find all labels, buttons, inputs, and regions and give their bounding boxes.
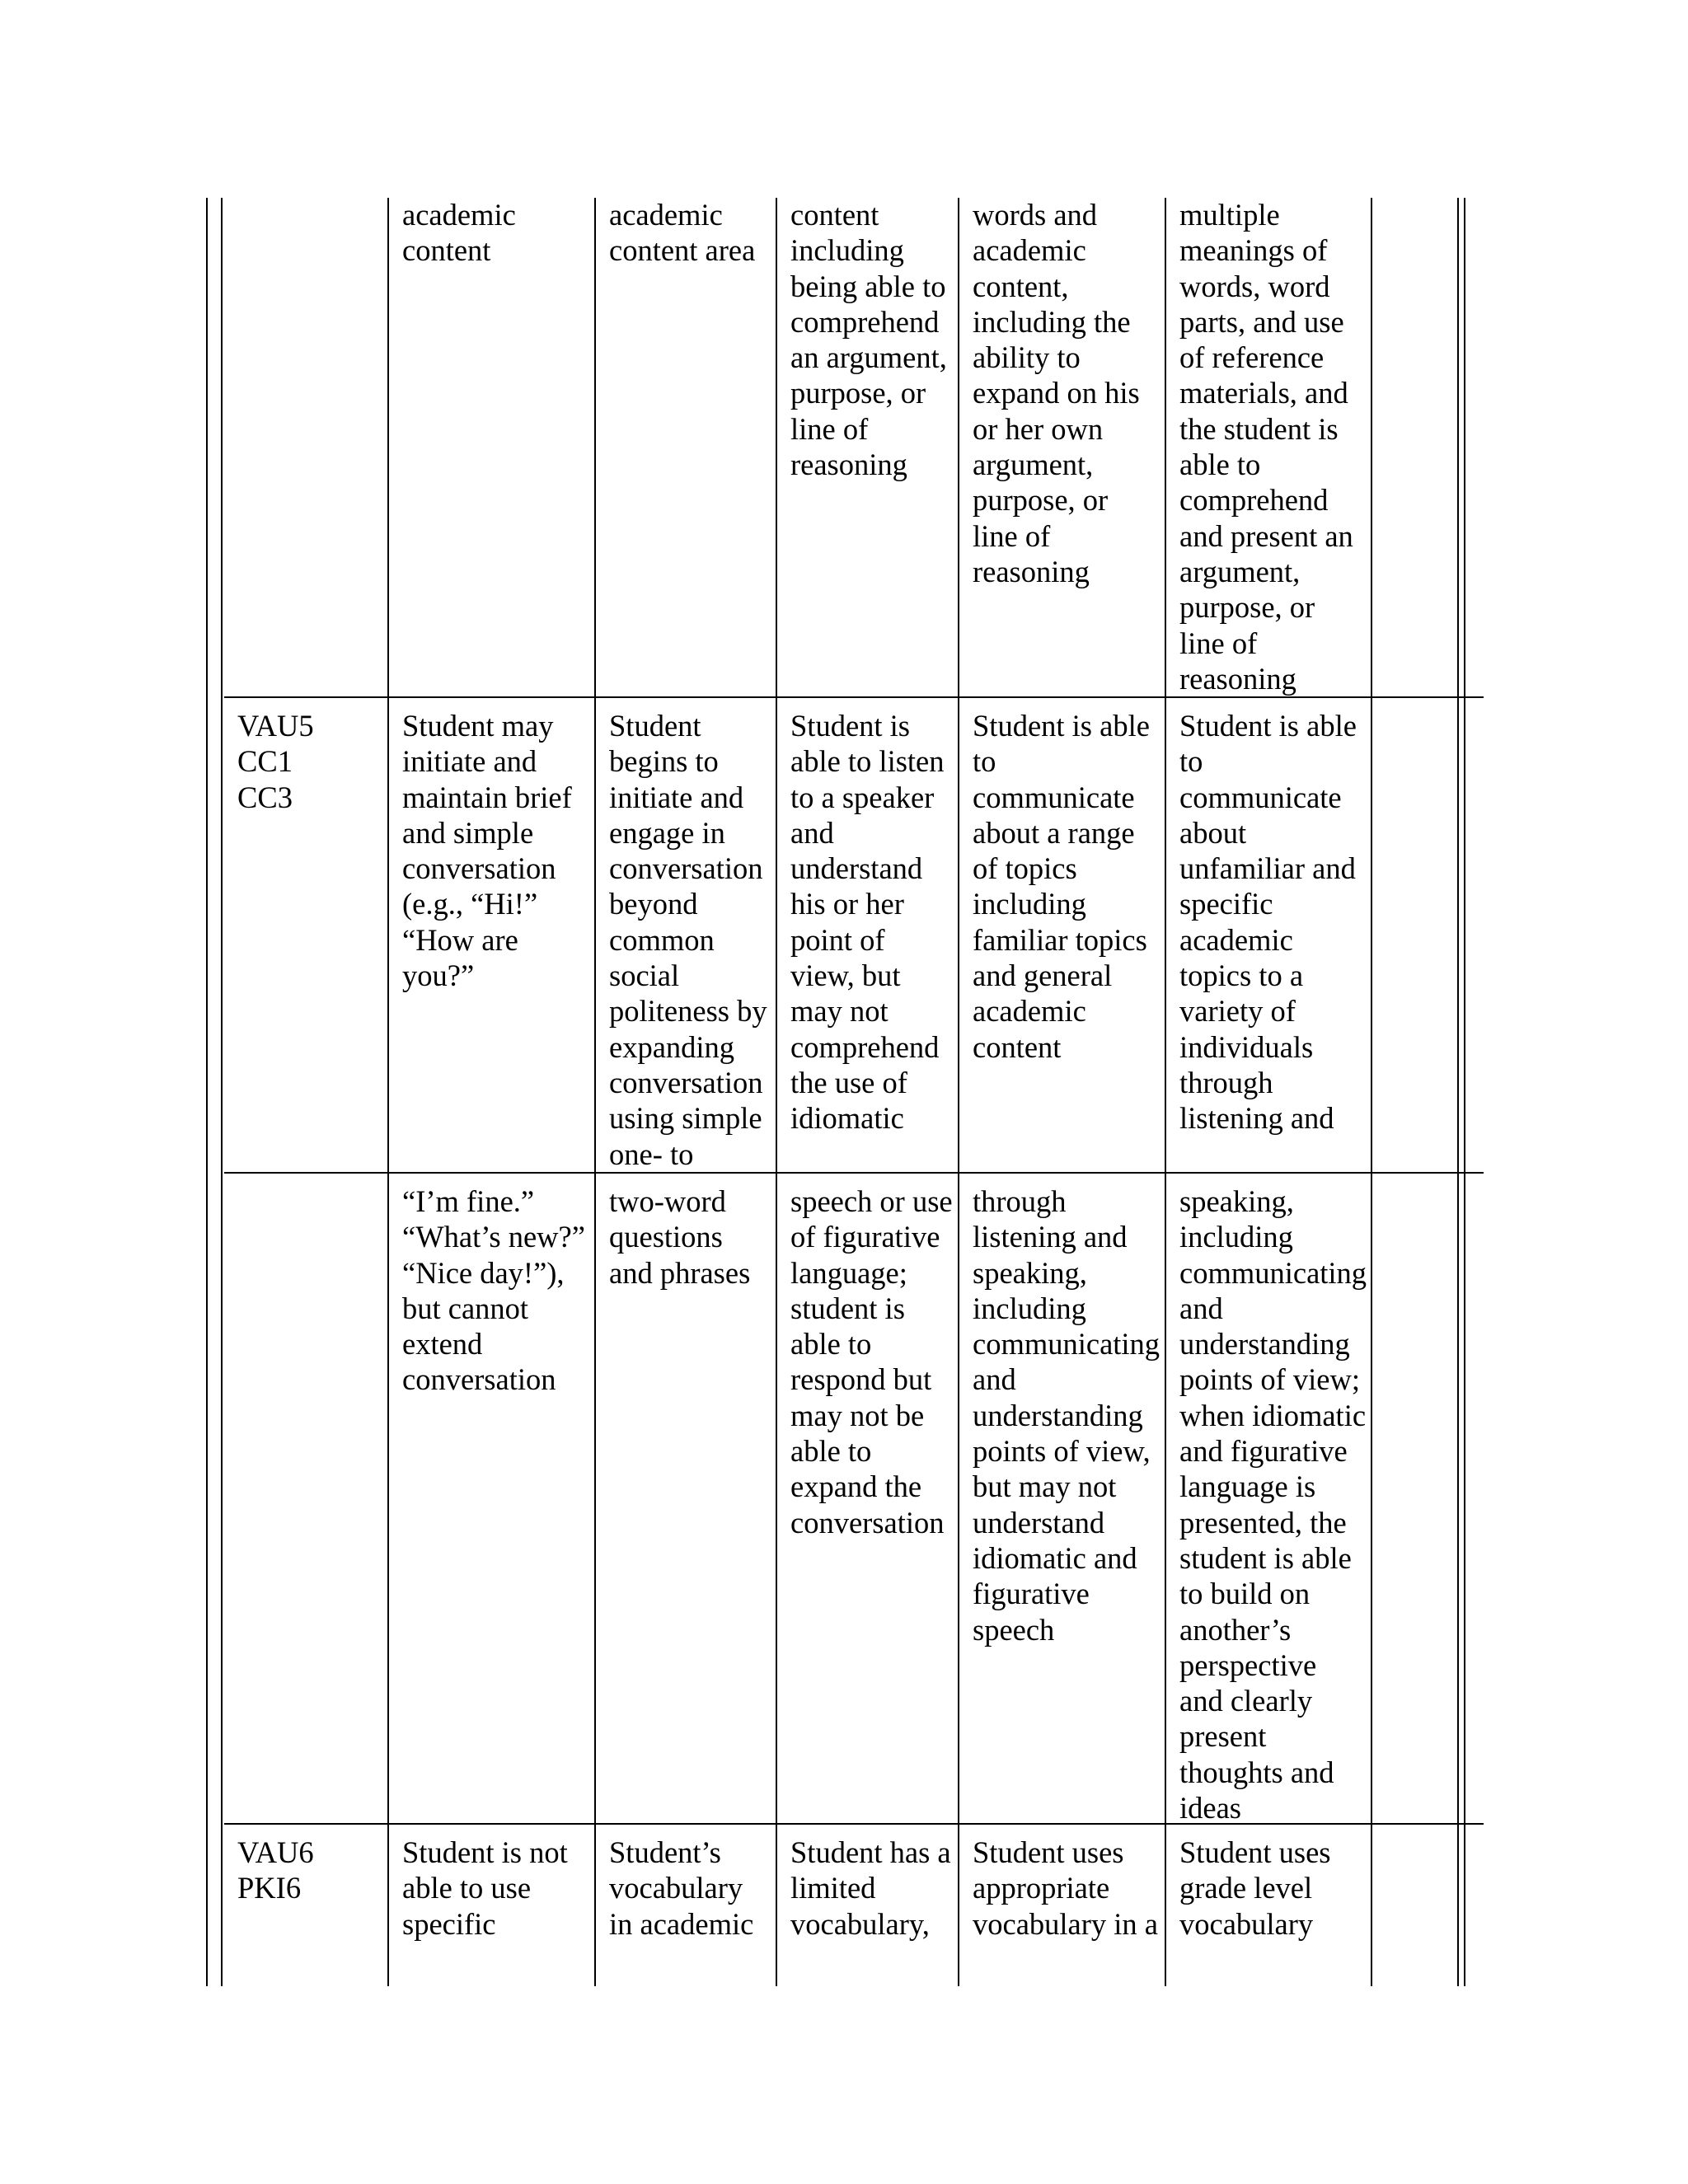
column-divider bbox=[594, 198, 596, 1986]
table-cell: Student is able to communicate about unfamiliar and specific academic topics to a variety of individuals through listening and bbox=[1179, 709, 1357, 1136]
table-cell: through listening and speaking, including communicating and understanding points of view, but may not understand idiomatic and figurative speech bbox=[973, 1184, 1160, 1647]
table-cell: words and academic content, including the ability to expand on his or her own argument, purpose, or line of reasoning bbox=[973, 198, 1140, 588]
table-cell: speech or use of figurative language; student is able to respond but may not be able to expand the conversation bbox=[790, 1184, 953, 1540]
column-divider bbox=[1371, 198, 1372, 1986]
table-cell: academic content bbox=[402, 198, 516, 268]
table-cell: Student uses grade level vocabulary bbox=[1179, 1835, 1331, 1941]
table-cell: Student is able to communicate about a range of topics including familiar topics and general academic content bbox=[973, 709, 1150, 1064]
table-border-left-inner bbox=[221, 198, 223, 1986]
table-border-left-outer bbox=[206, 198, 208, 1986]
row-divider bbox=[224, 696, 1484, 698]
table-cell-code: VAU5 CC1 CC3 bbox=[237, 709, 314, 814]
table-cell: Student begins to initiate and engage in conversation beyond common social politeness by expanding conversation using simple one- to bbox=[609, 709, 767, 1171]
table-cell: multiple meanings of words, word parts, and use of reference materials, and the student is able to comprehend and present an argument, purpose, or line of reasoning bbox=[1179, 198, 1353, 696]
table-cell: Student is not able to use specific bbox=[402, 1835, 568, 1941]
column-divider bbox=[958, 198, 959, 1986]
table-cell: Student uses appropriate vocabulary in a bbox=[973, 1835, 1158, 1941]
table-border-right-outer bbox=[1464, 198, 1465, 1986]
column-divider bbox=[776, 198, 777, 1986]
table-cell: academic content area bbox=[609, 198, 756, 268]
table-cell: content including being able to comprehend an argument, purpose, or line of reasoning bbox=[790, 198, 947, 482]
row-divider bbox=[224, 1172, 1484, 1174]
table-cell: Student may initiate and maintain brief and simple conversation (e.g., “Hi!” “How are you?” bbox=[402, 709, 572, 993]
table-cell: two-word questions and phrases bbox=[609, 1184, 751, 1290]
table-cell: “I’m fine.” “What’s new?” “Nice day!”), but cannot extend conversation bbox=[402, 1184, 585, 1397]
table-cell: Student is able to listen to a speaker and understand his or her point of view, but may not comprehend the use of idiomatic bbox=[790, 709, 945, 1136]
table-cell: Student has a limited vocabulary, bbox=[790, 1835, 951, 1941]
column-divider bbox=[387, 198, 389, 1986]
table-cell-code: VAU6 PKI6 bbox=[237, 1835, 314, 1905]
table-border-right-inner bbox=[1457, 198, 1459, 1986]
table-cell: speaking, including communicating and understanding points of view; when idiomatic and figurative language is presented, the student is able to build on another’s perspective and clearly present thoughts and ideas bbox=[1179, 1184, 1367, 1825]
column-divider bbox=[1165, 198, 1166, 1986]
table-cell: Student’s vocabulary in academic bbox=[609, 1835, 754, 1941]
